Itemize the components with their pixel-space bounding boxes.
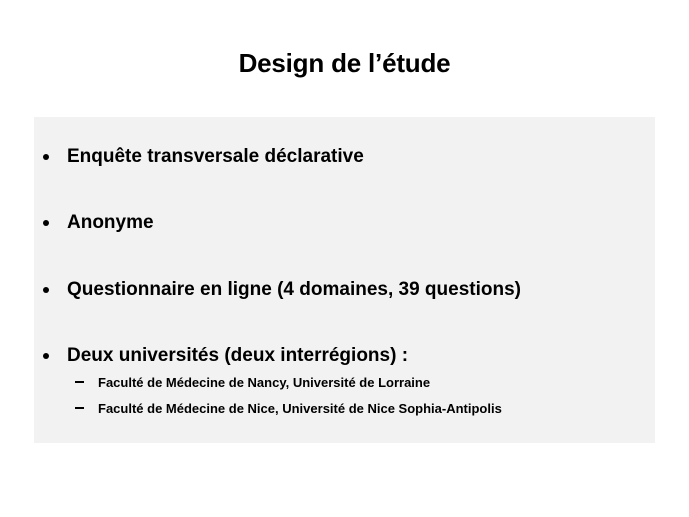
sub-item-text: Faculté de Médecine de Nice, Université de Nice Sophia-Antipolis [98, 400, 502, 416]
sub-item-text: Faculté de Médecine de Nancy, Université de Lorraine [98, 374, 431, 390]
bullet-text: Questionnaire en ligne (4 domaines, 39 questions) [67, 279, 521, 300]
bullet-dot-icon [43, 220, 49, 226]
dash-icon [75, 407, 84, 409]
bullet-dot-icon [43, 287, 49, 293]
bullet-text: Deux universités (deux interrégions) : [67, 345, 409, 366]
content-box [34, 117, 655, 443]
bullet-text: Anonyme [67, 212, 154, 233]
slide-title: Design de l’étude [238, 48, 451, 78]
bullet-dot-icon [43, 353, 49, 359]
bullet-text: Enquête transversale déclarative [67, 146, 364, 167]
dash-icon [75, 381, 84, 383]
bullet-dot-icon [43, 154, 49, 160]
